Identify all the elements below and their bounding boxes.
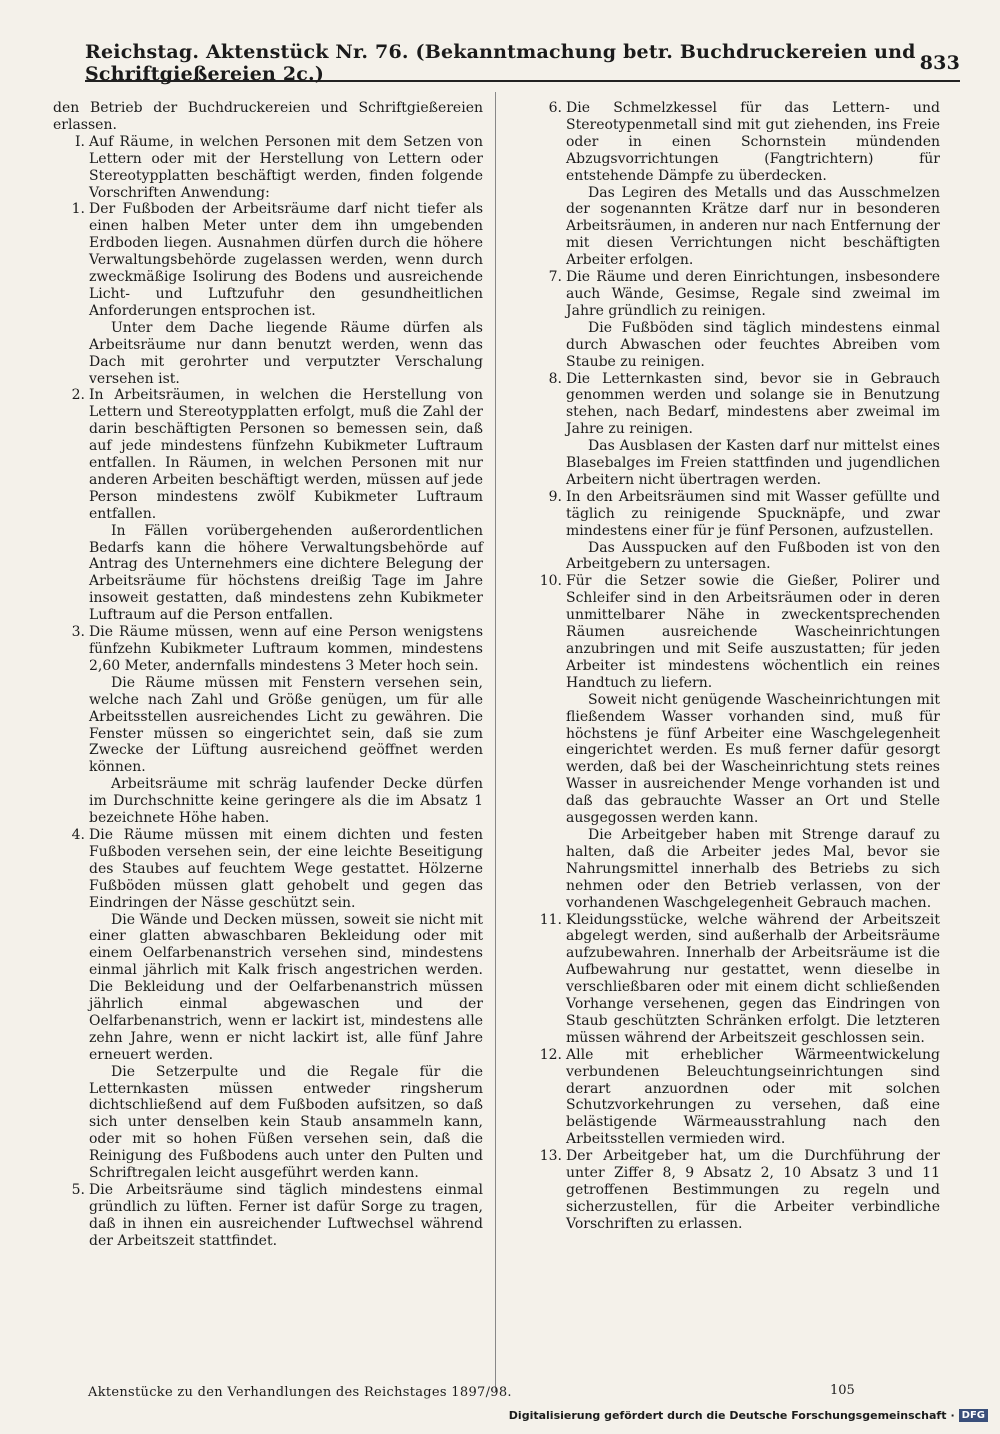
paragraph-number: 3. <box>71 624 85 641</box>
left-column <box>53 100 483 1250</box>
paragraph-7-text: Die Räume und deren Einrichtungen, insbesondere auch Wände, Gesimse, Regale sind zweimal im Jahre gründlich zu reinigen. <box>566 269 940 319</box>
paragraph-10-sub: Soweit nicht genügende Wascheinrichtungen mit fließendem Wasser vorhanden sind, muß für höchstens je fünf Arbeiter eine Waschgelegenheit eingerichtet werden. Es muß ferner dafür gesorgt werden, daß bei der Wascheinrichtung stets reines Wasser in ausreichender Menge vorhanden ist und daß das gebrauchte Wasser an Ort und Stelle ausgegossen werden kann. <box>566 691 940 827</box>
paragraph-number: 13. <box>539 1148 562 1165</box>
paragraph-9-sub: Das Ausspucken auf den Fußboden ist von den Arbeitgebern zu untersagen. <box>566 539 940 573</box>
paragraph-13 <box>530 1148 940 1233</box>
paragraph-12-text: Alle mit erheblicher Wärmeentwickelung verbundenen Beleuchtungseinrichtungen sind derart anzuordnen oder mit solchen Schutzvorkehrungen zu versehen, daß eine belästigende Wärmeausstrahlung nach den Arbeitsstellen vermieden wird. <box>566 1046 940 1148</box>
paragraph-11 <box>530 912 940 1047</box>
intro-text: den Betrieb der Buchdruckereien und Schriftgießereien erlassen. <box>53 100 483 133</box>
paragraph-4 <box>53 827 483 1182</box>
paragraph-number: 8. <box>548 370 562 387</box>
paragraph-number: 4. <box>71 826 85 843</box>
digitization-credit <box>509 1409 988 1422</box>
paragraph-6 <box>530 100 940 269</box>
paragraph-12 <box>530 1047 940 1148</box>
credit-text: Digitalisierung gefördert durch die Deutsche Forschungsgemeinschaft <box>508 1409 947 1422</box>
paragraph-3-sub: Arbeitsräume mit schräg laufender Decke dürfen im Durchschnitte keine geringere als die im Absatz 1 bezeichnete Höhe haben. <box>89 776 483 827</box>
paragraph-number: 7. <box>548 269 562 286</box>
footer-source: Aktenstücke zu den Verhandlungen des Reichstages 1897/98. <box>88 1385 512 1400</box>
paragraph-1-sub: Unter dem Dache liegende Räume dürfen als Arbeitsräume nur dann benutzt werden, wenn das Dach mit gerohrter und verputzter Verschalung versehen ist. <box>89 319 483 387</box>
page-header <box>85 41 960 85</box>
paragraph-1 <box>53 201 483 387</box>
paragraph-13-text: Der Arbeitgeber hat, um die Durchführung der unter Ziffer 8, 9 Absatz 2, 10 Absatz 3 und 11 getroffenen Bestimmungen zu regeln und sicherzustellen, für die Arbeiter verbindliche Vorschriften zu erlassen. <box>566 1148 940 1232</box>
paragraph-10-text: Für die Setzer sowie die Gießer, Polirer und Schleifer sind in den Arbeitsräumen oder in deren unmittelbarer Nähe in zweckentsprechenden Räumen ausreichende Wascheinrichtungen anzubringen und mit Seife auszustatten; für jeden Arbeiter ist mindestens wöchentlich ein reines Handtuch zu liefern. <box>566 573 940 691</box>
paragraph-number: 11. <box>539 911 562 928</box>
section-1 <box>53 134 483 202</box>
paragraph-3 <box>53 624 483 827</box>
paragraph-4-sub: Die Wände und Decken müssen, soweit sie nicht mit einer glatten abwaschbaren Bekleidung oder mit einem Oelfarbenanstrich versehen sind, mindestens einmal jährlich mit Kalk frisch angestrichen werden. Die Bekleidung und der Oelfarbenanstrich müssen jährlich einmal abgewaschen und der Oelfarbenanstrich, wenn er lackirt ist, mindestens alle zehn Jahre, wenn er nicht lackirt ist, alle fünf Jahre erneuert werden. <box>89 911 483 1063</box>
page-number: 833 <box>919 52 960 74</box>
paragraph-10-sub: Die Arbeitgeber haben mit Strenge darauf zu halten, daß die Arbeiter jedes Mal, bevor sie Nahrungsmittel innerhalb des Betriebs zu sich nehmen oder den Betrieb verlassen, von der vorhandenen Waschgelegenheit Gebrauch machen. <box>566 826 940 911</box>
paragraph-number: 1. <box>71 201 85 218</box>
paragraph-6-text: Die Schmelzkessel für das Lettern- und Stereotypenmetall sind mit gut ziehenden, ins Freie oder in einen Schornstein mündenden Abzugsvorrichtungen (Fangtrichtern) für entstehende Dämpfe zu überdecken. <box>566 100 940 184</box>
paragraph-8 <box>530 371 940 489</box>
paragraph-10 <box>530 573 940 911</box>
right-column <box>530 100 940 1233</box>
paragraph-number: 2. <box>71 387 85 404</box>
paragraph-4-text: Die Räume müssen mit einem dichten und festen Fußboden versehen sein, der eine leichte Beseitigung des Staubes auf feuchtem Wege gestattet. Hölzerne Fußböden müssen glatt gehobelt und gegen das Eindringen der Nässe geschützt sein. <box>89 826 483 911</box>
paragraph-4-sub: Die Setzerpulte und die Regale für die Letternkasten müssen entweder ringsherum dichtschließend auf dem Fußboden aufsitzen, so daß sich unter denselben kein Staub ansammeln kann, oder mit so hohen Füßen versehen sein, daß die Reinigung des Fußbodens auch unter den Pulten und Schriftregalen leicht ausgeführt werden kann. <box>89 1063 483 1182</box>
paragraph-number: 6. <box>548 100 562 116</box>
paragraph-2-sub: In Fällen vorübergehenden außerordentlichen Bedarfs kann die höhere Verwaltungsbehörde auf Antrag des Unternehmers eine dichtere Belegung der Arbeitsräume für höchstens dreißig Tage im Jahre insoweit gestatten, daß mindestens zehn Kubikmeter Luftraum auf die Person entfallen. <box>89 522 483 624</box>
footer-sheet-number: 105 <box>830 1383 855 1398</box>
paragraph-1-text: Der Fußboden der Arbeitsräume darf nicht tiefer als einen halben Meter unter dem ihn umgebenden Erdboden liegen. Ausnahmen dürfen durch die höhere Verwaltungsbehörde zugelassen werden, wenn durch zweckmäßige Isolirung des Bodens und ausreichende Licht- und Luftzufuhr den gesundheitlichen Anforderungen entsprochen ist. <box>89 201 483 319</box>
paragraph-11-text: Kleidungsstücke, welche während der Arbeitszeit abgelegt werden, sind außerhalb der Arbeitsräume aufzubewahren. Innerhalb der Arbeitsräume ist die Aufbewahrung nur gestattet, wenn dieselbe in verschließbaren oder mit einem dicht schließenden Vorhange versehenen, gegen das Eindringen von Staub geschützten Schränken erfolgt. Die letzteren müssen während der Arbeitszeit geschlossen sein. <box>566 911 940 1046</box>
paragraph-7-sub: Die Fußböden sind täglich mindestens einmal durch Abwaschen oder feuchtes Abreiben vom Staube zu reinigen. <box>566 319 940 370</box>
section-number: I. <box>75 133 85 150</box>
paragraph-number: 10. <box>539 573 562 590</box>
running-title: Reichstag. Aktenstück Nr. 76. (Bekanntmachung betr. Buchdruckereien und Schriftgießereien 2c.) <box>85 41 916 85</box>
paragraph-9 <box>530 489 940 574</box>
paragraph-number: 5. <box>71 1182 85 1198</box>
section-1-text: Auf Räume, in welchen Personen mit dem Setzen von Lettern oder mit der Herstellung von Lettern oder Stereotypplatten beschäftigt werden, finden folgende Vorschriften Anwendung: <box>89 133 483 201</box>
paragraph-2 <box>53 387 483 624</box>
dfg-logo-icon: DFG <box>959 1409 988 1422</box>
credit-separator: · <box>950 1409 955 1422</box>
paragraph-7 <box>530 269 940 370</box>
paragraph-number: 9. <box>548 488 562 505</box>
paragraph-6-sub: Das Legiren des Metalls und das Ausschmelzen der sogenannten Krätze darf nur in besonderen Arbeitsräumen, in anderen nur nach Entfernung der mit diesen Verrichtungen nicht beschäftigten Arbeiter erfolgen. <box>566 184 940 269</box>
paragraph-8-text: Die Letternkasten sind, bevor sie in Gebrauch genommen werden und solange sie in Benutzung stehen, nach Bedarf, mindestens aber zweimal im Jahre zu reinigen. <box>566 370 940 438</box>
column-divider <box>495 92 496 1392</box>
paragraph-3-sub: Die Räume müssen mit Fenstern versehen sein, welche nach Zahl und Größe genügen, um für alle Arbeitsstellen ausreichendes Licht zu gewähren. Die Fenster müssen so eingerichtet sein, daß sie zum Zwecke der Lüftung ausreichend geöffnet werden können. <box>89 674 483 776</box>
paragraph-2-text: In Arbeitsräumen, in welchen die Herstellung von Lettern und Stereotypplatten erfolgt, muß die Zahl der darin beschäftigten Personen so bemessen sein, daß auf jede mindestens fünfzehn Kubikmeter Luftraum entfallen. In Räumen, in welchen Personen mit nur anderen Arbeiten beschäftigt werden, müssen auf jede Person mindestens zwölf Kubikmeter Luftraum entfallen. <box>89 387 483 522</box>
paragraph-5 <box>53 1182 483 1250</box>
paragraph-number: 12. <box>539 1046 562 1063</box>
paragraph-8-sub: Das Ausblasen der Kasten darf nur mittelst eines Blasebalges im Freien stattfinden und jugendlichen Arbeitern nicht übertragen werden. <box>566 438 940 488</box>
paragraph-5-text: Die Arbeitsräume sind täglich mindestens einmal gründlich zu lüften. Ferner ist dafür Sorge zu tragen, daß in ihnen ein ausreichender Luftwechsel während der Arbeitszeit stattfindet. <box>89 1182 483 1249</box>
paragraph-9-text: In den Arbeitsräumen sind mit Wasser gefüllte und täglich zu reinigende Spucknäpfe, und zwar mindestens einer für je fünf Personen, aufzustellen. <box>566 488 940 539</box>
paragraph-3-text: Die Räume müssen, wenn auf eine Person wenigstens fünfzehn Kubikmeter Luftraum kommen, mindestens 2,60 Meter, andernfalls mindestens 3 Meter hoch sein. <box>89 624 483 674</box>
